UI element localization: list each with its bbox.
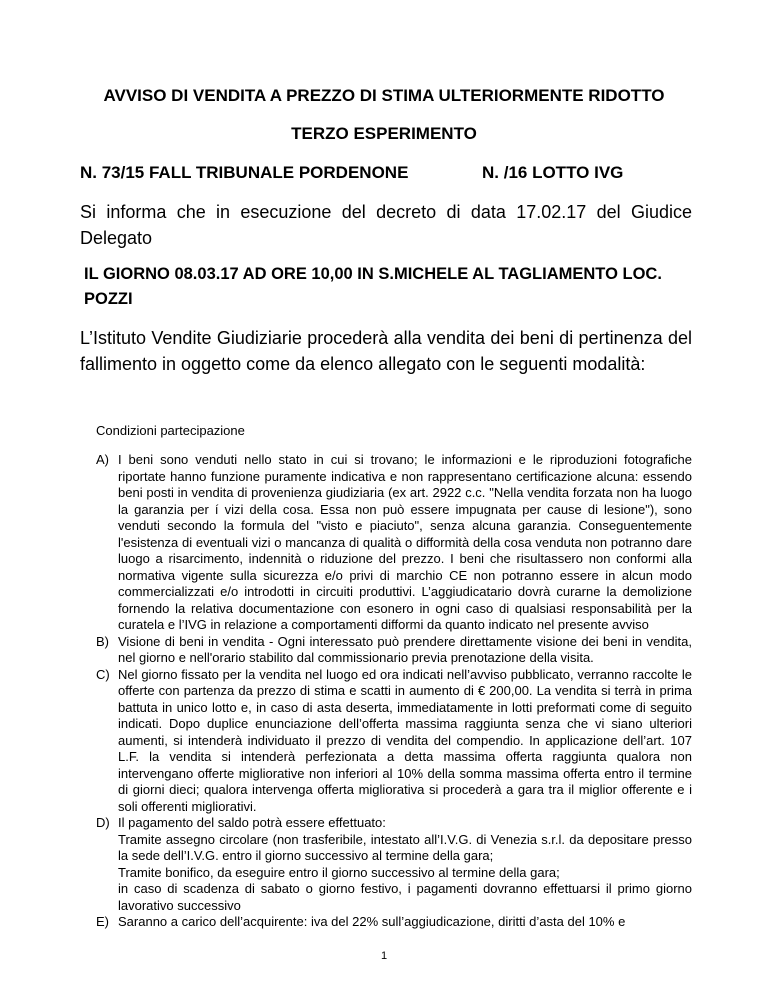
conditions-heading: Condizioni partecipazione bbox=[96, 423, 245, 438]
condition-item bbox=[96, 634, 692, 667]
condition-text: Il pagamento del saldo potrà essere effettuato: bbox=[118, 815, 386, 830]
condition-label: A) bbox=[96, 452, 109, 467]
page-number: 1 bbox=[380, 950, 388, 962]
lot-reference: N. /16 LOTTO IVG bbox=[482, 163, 624, 182]
payment-method-line: Tramite bonifico, da eseguire entro il giorno successivo al termine della gara; bbox=[118, 864, 560, 880]
condition-label: C) bbox=[96, 666, 110, 682]
condition-label: B) bbox=[96, 633, 109, 649]
condition-text: Nel giorno fissato per la vendita nel luogo ed ora indicati nell’avviso pubblicato, verranno raccolte le offerte con partenza da prezzo di stima e scatti in aumento di € 200,00. La vendita si terrà in prima battuta in unico lotto e, in caso di asta deserta, immediatamente in lotti preformati come di seguito indicati. Dopo duplice enunciazione dell’offerta massima raggiunta senza che vi siano ulteriori aumenti, si intenderà individuato il prezzo di vendita del compendio. In applicazione dell’art. 107 L.F. la vendita si intenderà perfezionata a detta massima offerta raggiunta qualora non intervengano offerte migliorative non inferiori al 10% della somma massima offerta entro il termine di giorni dieci; qualora intervenga offerta migliorativa si procederà a gara tra il miglior offerente e i soli offerenti migliorativi. bbox=[118, 666, 692, 814]
condition-text: I beni sono venduti nello stato in cui si trovano; le informazioni e le riproduzioni fotografiche riportate hanno funzione puramente indicativa e non rappresentano certificazione alcuna: essendo beni posti in vendita di provenienza giudiziaria (ex art. 2922 c.c. "Nella vendita forzata non ha luogo la garanzia per í vizi della cosa. Essa non può essere impugnata per cause di lesione"), sono venduti secondo la formula del "visto e piaciuto", senza alcuna garanzia. Conseguentemente l'esistenza di eventuali vizi o mancanza di qualità o difformità della cosa venduta non potranno dare luogo a risarcimento, indennità o riduzione del prezzo. I beni che risultassero non conformi alla normativa vigente sulla sicurezza e/o privi di marchio CE non potranno essere in alcun modo commercializzati e/o introdotti in circuiti produttivi. L’aggiudicatario dovrà curarne la demolizione fornendo la relativa documentazione con esonero in ogni caso di qualsiasi responsabilità per la curatela e l’IVG in relazione a comportamenti difformi da quanto indicato nel presente avviso bbox=[118, 452, 692, 632]
document-subtitle: TERZO ESPERIMENTO bbox=[291, 124, 477, 143]
condition-item bbox=[96, 452, 692, 634]
case-reference: N. 73/15 FALL TRIBUNALE PORDENONE bbox=[80, 163, 409, 182]
payment-method-line: Tramite assegno circolare (non trasferibile, intestato all’I.V.G. di Venezia s.r.l. da depositare presso la sede dell’I.V.G. entro il giorno successivo al termine della gara; bbox=[118, 831, 692, 863]
payment-method-line: in caso di scadenza di sabato o giorno festivo, i pagamenti dovranno effettuarsi il primo giorno lavorativo successivo bbox=[118, 881, 692, 913]
condition-item bbox=[96, 667, 692, 816]
conditions-list bbox=[96, 452, 692, 931]
condition-label: D) bbox=[96, 815, 110, 830]
condition-label: E) bbox=[96, 914, 109, 929]
intro-paragraph: Si informa che in esecuzione del decreto di data 17.02.17 del Giudice Delegato bbox=[80, 202, 692, 248]
sale-date-location: IL GIORNO 08.03.17 AD ORE 10,00 IN S.MICHELE AL TAGLIAMENTO LOC. POZZI bbox=[84, 265, 662, 308]
sale-description-paragraph: L’Istituto Vendite Giudiziarie procederà alla vendita dei beni di pertinenza del fallimento in oggetto come da elenco allegato con le seguenti modalità: bbox=[80, 328, 692, 374]
reference-line bbox=[80, 163, 624, 183]
condition-item bbox=[96, 914, 692, 931]
document-title: AVVISO DI VENDITA A PREZZO DI STIMA ULTERIORMENTE RIDOTTO bbox=[103, 86, 665, 105]
condition-text: Visione di beni in vendita - Ogni interessato può prendere direttamente visione dei beni in vendita, nel giorno e nell'orario stabilito dal commissionario previa prenotazione della visita. bbox=[118, 633, 692, 665]
condition-text: Saranno a carico dell’acquirente: iva del 22% sull’aggiudicazione, diritti d’asta del 10% e bbox=[118, 914, 626, 929]
condition-item bbox=[96, 815, 692, 914]
